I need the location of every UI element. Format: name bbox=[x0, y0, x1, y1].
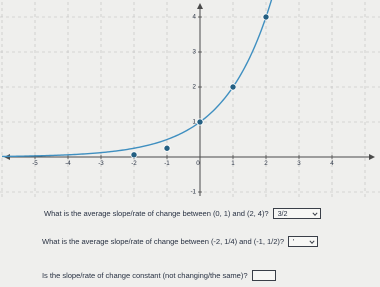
x-tick-label: 3 bbox=[297, 160, 301, 167]
x-axis-right-arrow bbox=[369, 154, 375, 160]
x-tick-label: 4 bbox=[330, 160, 334, 167]
curve-point bbox=[164, 145, 170, 151]
question-2-answer-value: ' bbox=[293, 237, 295, 246]
x-tick-label: 1 bbox=[231, 160, 235, 167]
question-2-text: What is the average slope/rate of change between (-2, 1/4) and (-1, 1/2)? bbox=[42, 237, 285, 246]
y-tick-label: -1 bbox=[190, 188, 196, 196]
curve-point bbox=[131, 152, 137, 158]
y-axis-top-arrow bbox=[197, 3, 203, 9]
chevron-down-icon bbox=[312, 211, 318, 217]
x-tick-label: -5 bbox=[32, 160, 38, 167]
x-tick-label: -2 bbox=[131, 160, 137, 167]
question-2-row bbox=[42, 236, 380, 247]
chevron-down-icon bbox=[309, 239, 315, 245]
question-1-text: What is the average slope/rate of change between (0, 1) and (2, 4)? bbox=[44, 209, 269, 218]
question-1-row bbox=[44, 208, 380, 219]
x-tick-label: -4 bbox=[65, 160, 71, 167]
curve-point bbox=[230, 84, 236, 90]
x-tick-label: -3 bbox=[98, 160, 104, 167]
question-1-answer-value: 3/2 bbox=[277, 209, 288, 218]
x-tick-label: 0 bbox=[196, 160, 200, 167]
y-tick-label: 2 bbox=[192, 83, 196, 91]
question-3-text: Is the slope/rate of change constant (not changing/the same)? bbox=[42, 271, 248, 280]
question-3-answer-input[interactable] bbox=[252, 270, 276, 281]
question-3-row bbox=[42, 270, 380, 281]
y-tick-label: 3 bbox=[192, 48, 196, 56]
x-tick-label: -1 bbox=[164, 160, 170, 167]
y-tick-label: 1 bbox=[192, 118, 196, 126]
x-tick-label: 2 bbox=[264, 160, 268, 167]
question-2-answer-dropdown[interactable] bbox=[288, 236, 318, 247]
exponential-curve bbox=[2, 0, 278, 156]
curve-point bbox=[263, 14, 269, 20]
question-1-answer-dropdown[interactable] bbox=[273, 208, 321, 219]
curve-point bbox=[197, 119, 203, 125]
y-tick-label: 4 bbox=[192, 13, 196, 21]
